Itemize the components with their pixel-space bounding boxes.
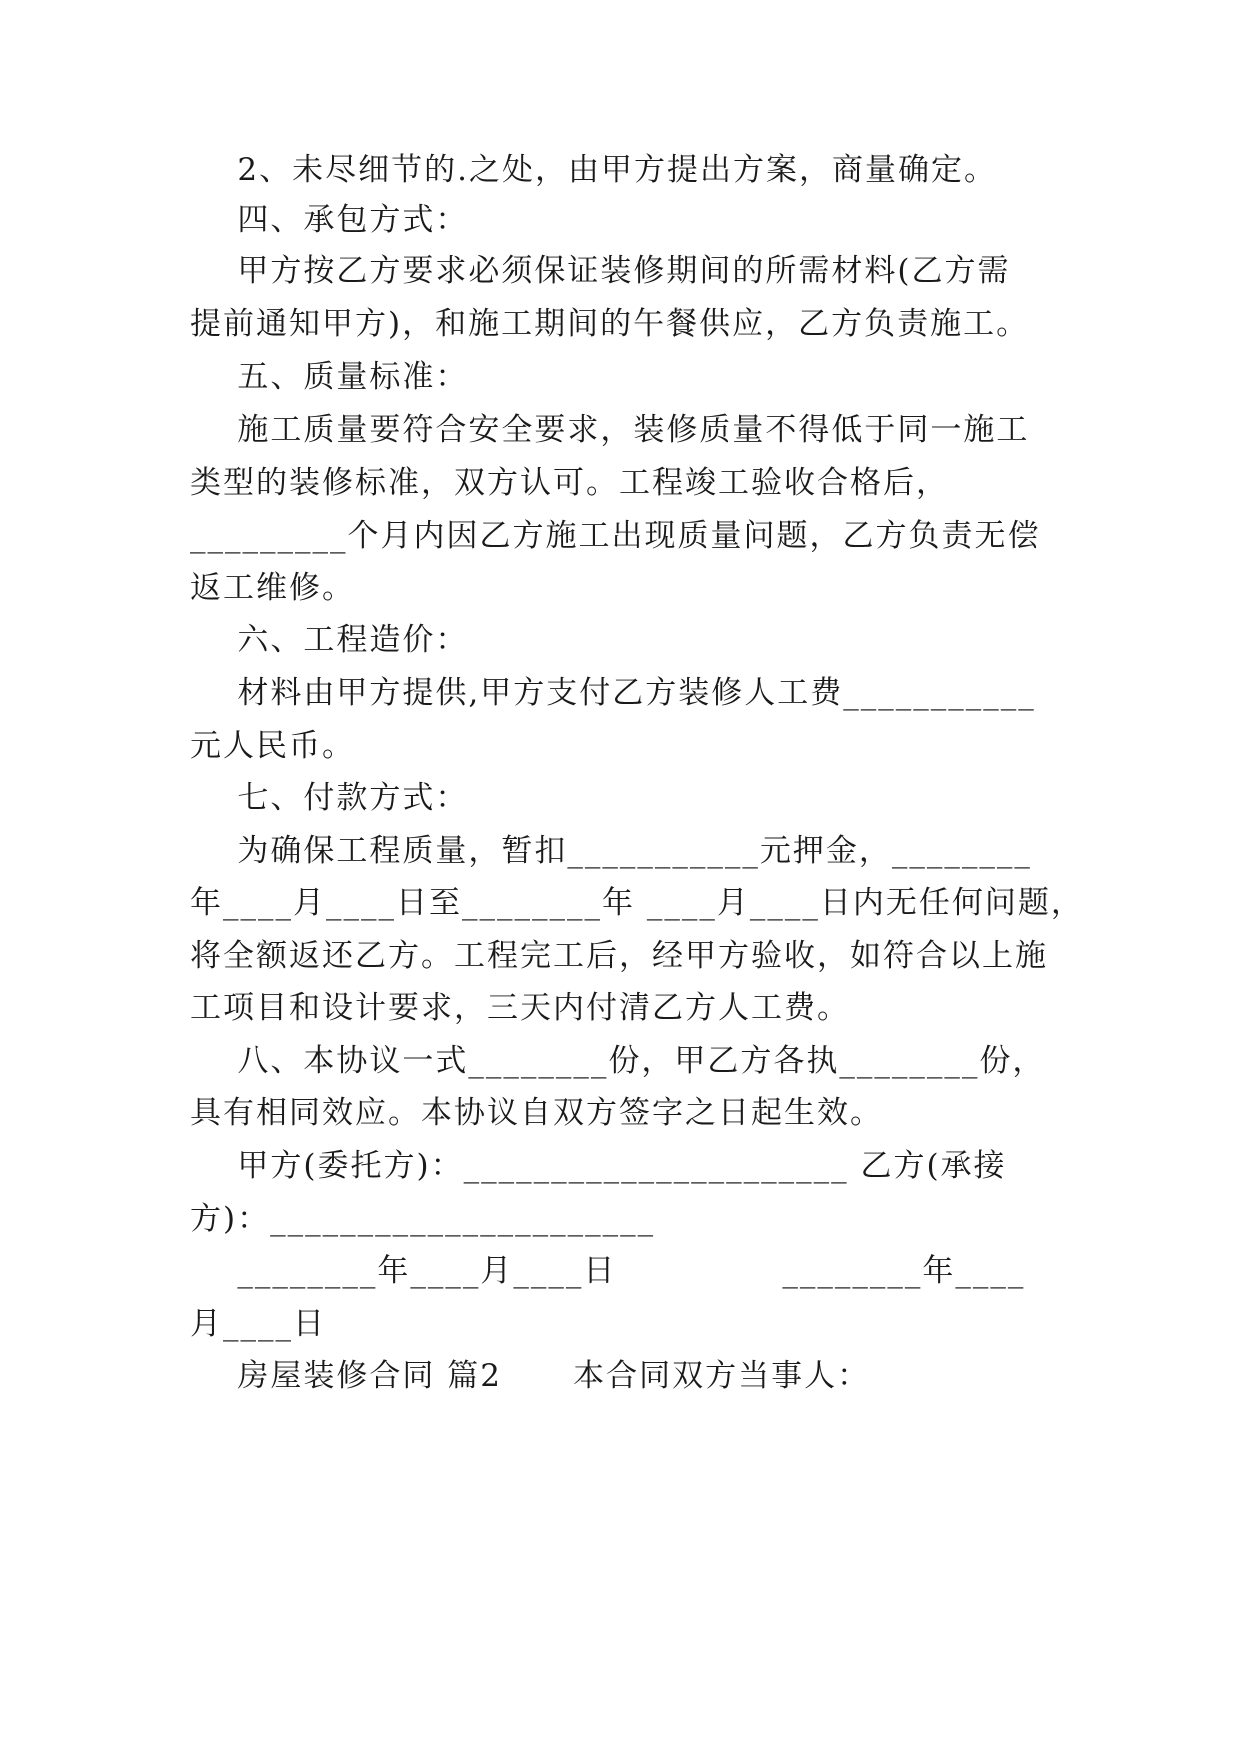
section-title: 房屋装修合同 篇2 本合同双方当事人： [190,1358,871,1394]
date-line: ________年____月____日 ________年____ [190,1253,1026,1289]
text-line: 八、本协议一式________份，甲乙方各执________份， [190,1043,1046,1079]
text-line: 年____月____日至________年 ____月____日内无任何问题， [190,885,1084,921]
text-line: 2、未尽细节的.之处，由甲方提出方案，商量确定。 [190,152,997,188]
text-line: 具有相同效应。本协议自双方签字之日起生效。 [190,1095,883,1131]
text-line: 返工维修。 [190,570,355,606]
signature-line: 方)：______________________ [190,1201,656,1237]
date-line: 月____日 [190,1306,326,1342]
section-heading: 七、付款方式： [190,780,469,816]
text-line: 元人民币。 [190,728,355,764]
text-line: 材料由甲方提供,甲方支付乙方装修人工费___________ [190,675,1036,711]
text-line: 类型的装修标准，双方认可。工程竣工验收合格后， [190,465,949,501]
text-line: 工项目和设计要求，三天内付清乙方人工费。 [190,990,850,1026]
section-heading: 四、承包方式： [190,202,469,238]
text-line: _________个月内因乙方施工出现质量问题，乙方负责无偿 [190,518,1041,554]
text-line: 施工质量要符合安全要求，装修质量不得低于同一施工 [190,412,1030,448]
section-heading: 六、工程造价： [190,622,469,658]
section-heading: 五、质量标准： [190,359,469,395]
text-line: 甲方按乙方要求必须保证装修期间的所需材料(乙方需 [190,253,1011,289]
signature-line: 甲方(委托方)：______________________ 乙方(承接 [190,1148,1007,1184]
text-line: 提前通知甲方)，和施工期间的午餐供应，乙方负责施工。 [190,306,1030,342]
text-line: 为确保工程质量，暂扣___________元押金，________ [190,833,1032,869]
text-line: 将全额返还乙方。工程完工后，经甲方验收，如符合以上施 [190,938,1048,974]
